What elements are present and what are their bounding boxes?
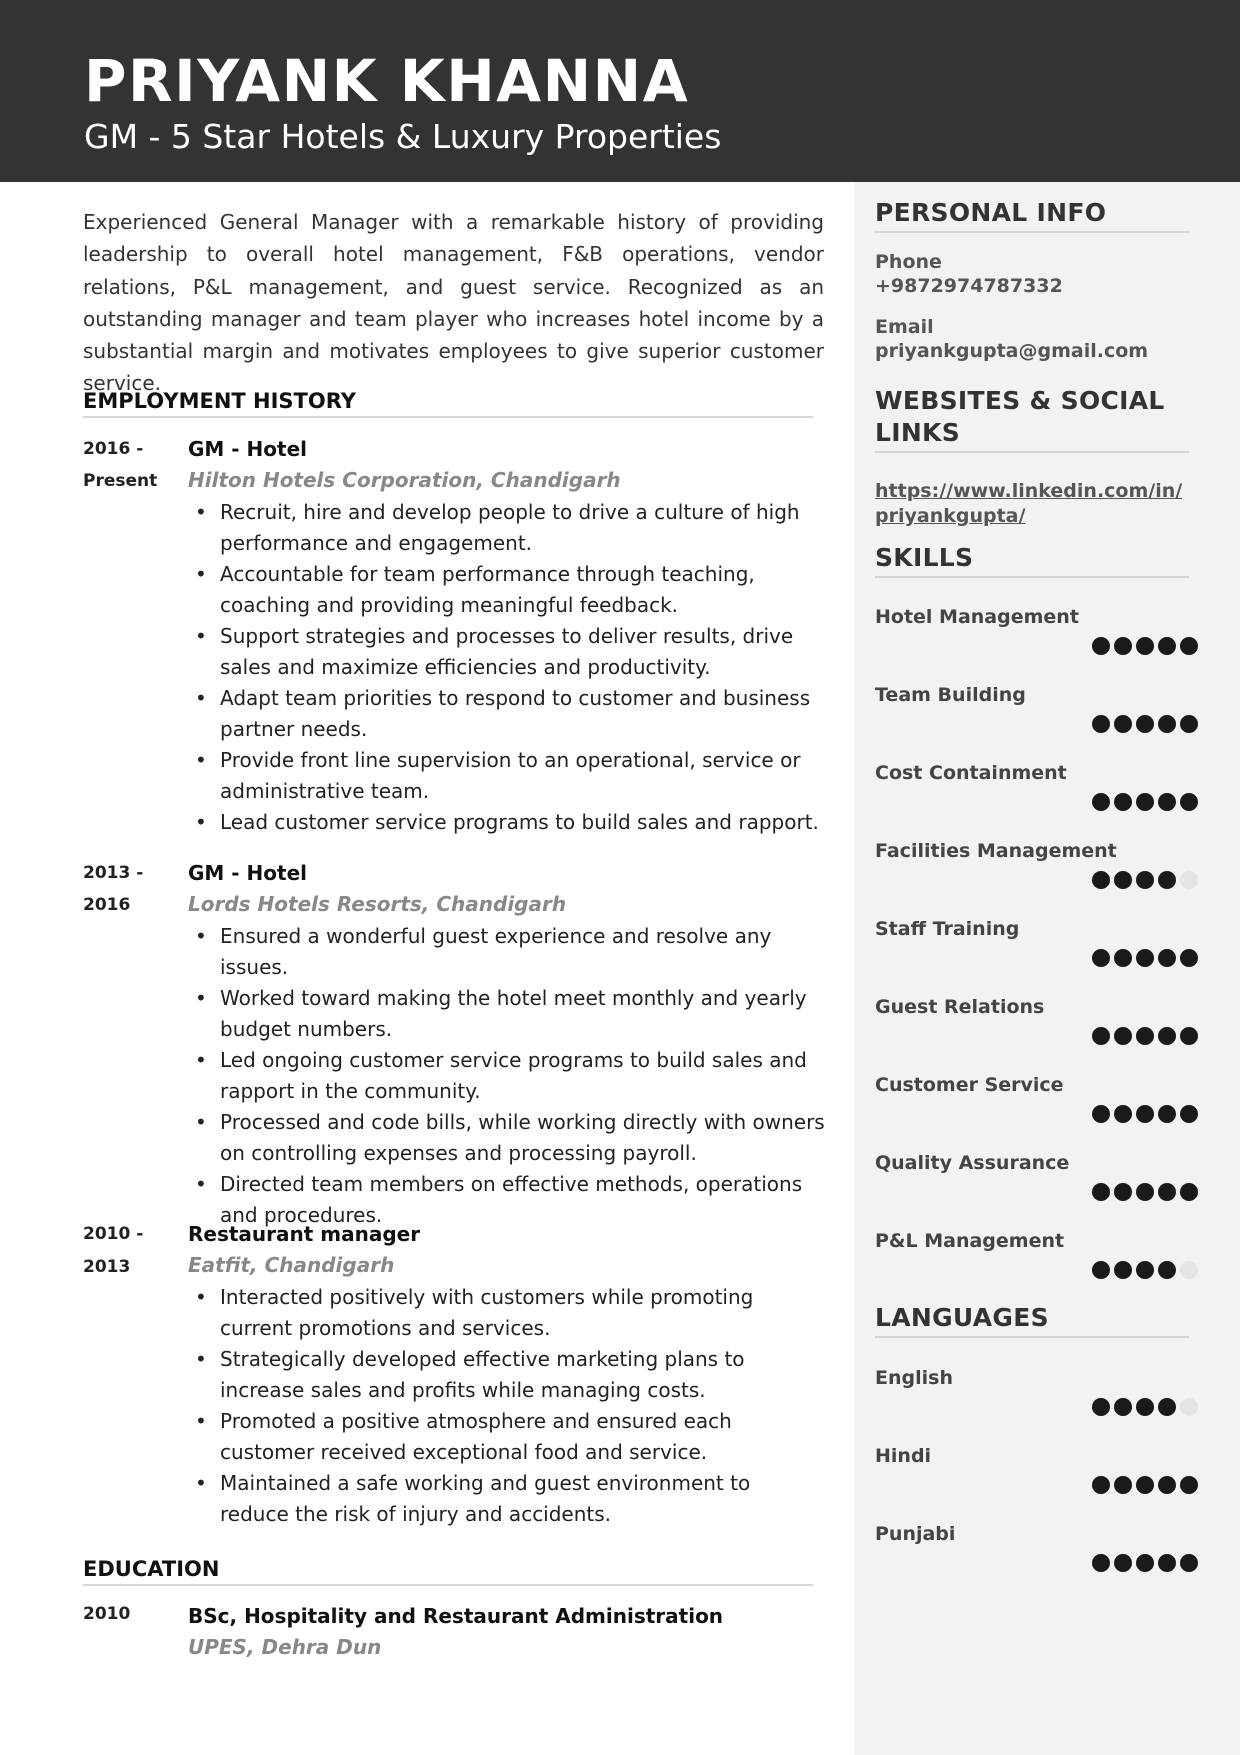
rating-dots [1092, 1554, 1198, 1572]
rating-row [875, 1229, 1200, 1299]
rating-dot-filled [1180, 1476, 1198, 1494]
job-duty-item: • Lead customer service programs to build sales and rapport. [220, 807, 825, 838]
job-duty-item: • Support strategies and processes to deliver results, drive sales and maximize efficiencies and productivity. [220, 621, 825, 683]
rating-row [875, 683, 1200, 753]
rating-dot-filled [1092, 1554, 1110, 1572]
job-duty-item: • Led ongoing customer service programs to build sales and rapport in the community. [220, 1045, 825, 1107]
job-duty-item: • Interacted positively with customers while promoting current promotions and services. [220, 1282, 825, 1344]
rating-row [875, 1073, 1200, 1143]
email-label: Email [875, 316, 934, 338]
rating-name: Hindi [875, 1445, 932, 1467]
job-date-start: 2016 - [83, 439, 144, 459]
rating-dot-filled [1136, 715, 1154, 733]
rating-dot-filled [1158, 1398, 1176, 1416]
rating-dot-filled [1180, 949, 1198, 967]
rating-name: Team Building [875, 684, 1026, 706]
job-duty-item: • Ensured a wonderful guest experience and resolve any issues. [220, 921, 825, 983]
rating-row [875, 1151, 1200, 1221]
rating-dots [1092, 1027, 1198, 1045]
profile-summary: Experienced General Manager with a remarkable history of providing leadership to overall hotel management, F&B operations, vendor relations, P&L management, and guest service. Recognized as an outstanding manager and team player who increases hotel income by a substantial margin and motivates employees to give superior customer service. [83, 210, 824, 396]
linkedin-link-line1: https://www.linkedin.com/in/ [875, 480, 1183, 502]
job-duty-item: • Directed team members on effective methods, operations and procedures. [220, 1169, 825, 1231]
personal-info-heading: PERSONAL INFO [875, 197, 1189, 233]
rating-dots [1092, 1183, 1198, 1201]
rating-name: Facilities Management [875, 840, 1117, 862]
rating-dot-empty [1180, 871, 1198, 889]
rating-row [875, 761, 1200, 831]
rating-row [875, 995, 1200, 1065]
rating-dot-filled [1114, 1105, 1132, 1123]
rating-dot-filled [1092, 1027, 1110, 1045]
job-duties-list [220, 497, 825, 838]
rating-dot-filled [1158, 1554, 1176, 1572]
rating-row [875, 605, 1200, 675]
rating-dot-filled [1158, 871, 1176, 889]
rating-dot-filled [1092, 1476, 1110, 1494]
rating-dots [1092, 637, 1198, 655]
rating-dot-filled [1092, 949, 1110, 967]
rating-dot-filled [1136, 1183, 1154, 1201]
rating-dot-filled [1092, 1105, 1110, 1123]
job-company: Hilton Hotels Corporation, Chandigarh [188, 468, 621, 492]
rating-dots [1092, 715, 1198, 733]
rating-dot-filled [1180, 637, 1198, 655]
rating-name: Hotel Management [875, 606, 1079, 628]
job-date-start: 2013 - [83, 863, 144, 883]
rating-dot-filled [1092, 637, 1110, 655]
rating-dot-filled [1114, 1476, 1132, 1494]
rating-dot-filled [1180, 715, 1198, 733]
rating-dot-filled [1114, 949, 1132, 967]
rating-dot-filled [1158, 715, 1176, 733]
languages-heading: LANGUAGES [875, 1302, 1189, 1338]
job-duties-list [220, 1282, 825, 1530]
rating-dot-filled [1180, 1554, 1198, 1572]
job-duty-item: • Provide front line supervision to an operational, service or administrative team. [220, 745, 825, 807]
rating-dot-filled [1158, 793, 1176, 811]
rating-dot-filled [1092, 793, 1110, 811]
rating-dots [1092, 949, 1198, 967]
rating-row [875, 839, 1200, 909]
job-company: Lords Hotels Resorts, Chandigarh [188, 892, 567, 916]
skills-heading: SKILLS [875, 542, 1189, 578]
rating-dots [1092, 793, 1198, 811]
rating-name: Staff Training [875, 918, 1020, 940]
rating-dot-filled [1136, 793, 1154, 811]
job-duty-item: • Promoted a positive atmosphere and ensured each customer received exceptional food and service. [220, 1406, 825, 1468]
rating-dot-filled [1114, 637, 1132, 655]
rating-dot-filled [1092, 715, 1110, 733]
job-duties-list [220, 921, 825, 1231]
rating-row [875, 917, 1200, 987]
rating-name: Punjabi [875, 1523, 956, 1545]
education-degree: BSc, Hospitality and Restaurant Administration [188, 1604, 724, 1628]
job-date-end: 2013 [83, 1257, 131, 1277]
job-duty-item: • Recruit, hire and develop people to drive a culture of high performance and engagement. [220, 497, 825, 559]
rating-dot-filled [1158, 1183, 1176, 1201]
rating-dot-filled [1092, 1261, 1110, 1279]
rating-name: P&L Management [875, 1230, 1065, 1252]
candidate-name: PRIYANK KHANNA [84, 47, 690, 115]
job-date-end: Present [83, 471, 158, 491]
phone-label: Phone [875, 251, 942, 273]
rating-dots [1092, 871, 1198, 889]
rating-dot-filled [1180, 1027, 1198, 1045]
rating-dot-filled [1136, 637, 1154, 655]
phone-value: +9872974787332 [875, 275, 1063, 297]
rating-dot-filled [1136, 871, 1154, 889]
rating-name: Customer Service [875, 1074, 1064, 1096]
rating-dots [1092, 1476, 1198, 1494]
rating-row [875, 1366, 1200, 1436]
rating-dot-filled [1158, 1476, 1176, 1494]
rating-dot-filled [1180, 1105, 1198, 1123]
rating-dot-filled [1114, 1027, 1132, 1045]
job-title: GM - Hotel [188, 861, 308, 885]
education-heading: EDUCATION [83, 1555, 813, 1586]
education-date: 2010 [83, 1604, 131, 1624]
job-title: GM - Hotel [188, 437, 308, 461]
rating-dot-filled [1114, 793, 1132, 811]
rating-dot-filled [1136, 1027, 1154, 1045]
job-duty-item: • Adapt team priorities to respond to customer and business partner needs. [220, 683, 825, 745]
rating-name: English [875, 1367, 953, 1389]
rating-dot-empty [1180, 1398, 1198, 1416]
job-title: Restaurant manager [188, 1222, 421, 1246]
rating-dot-filled [1114, 871, 1132, 889]
candidate-title: GM - 5 Star Hotels & Luxury Properties [84, 117, 722, 156]
employment-history-heading: EMPLOYMENT HISTORY [83, 387, 813, 418]
email-value: priyankgupta@gmail.com [875, 340, 1149, 362]
job-duty-item: • Processed and code bills, while working directly with owners on controlling expenses and processing payroll. [220, 1107, 825, 1169]
rating-dot-filled [1136, 949, 1154, 967]
rating-dot-filled [1158, 1027, 1176, 1045]
rating-dot-filled [1158, 1105, 1176, 1123]
rating-dot-filled [1092, 871, 1110, 889]
websites-heading: WEBSITES & SOCIAL LINKS [875, 385, 1189, 453]
rating-dot-filled [1092, 1398, 1110, 1416]
rating-name: Guest Relations [875, 996, 1045, 1018]
rating-name: Cost Containment [875, 762, 1067, 784]
rating-dot-filled [1136, 1476, 1154, 1494]
rating-dot-filled [1092, 1183, 1110, 1201]
job-duty-item: • Worked toward making the hotel meet monthly and yearly budget numbers. [220, 983, 825, 1045]
rating-dot-filled [1136, 1554, 1154, 1572]
rating-dot-filled [1114, 1554, 1132, 1572]
rating-dot-empty [1180, 1261, 1198, 1279]
rating-dot-filled [1114, 1183, 1132, 1201]
rating-dot-filled [1114, 1261, 1132, 1279]
rating-dot-filled [1158, 949, 1176, 967]
rating-dot-filled [1158, 1261, 1176, 1279]
rating-dot-filled [1114, 715, 1132, 733]
rating-dot-filled [1136, 1261, 1154, 1279]
job-date-start: 2010 - [83, 1224, 144, 1244]
rating-dot-filled [1114, 1398, 1132, 1416]
rating-dots [1092, 1105, 1198, 1123]
job-duty-item: • Maintained a safe working and guest environment to reduce the risk of injury and accidents. [220, 1468, 825, 1530]
education-school: UPES, Dehra Dun [188, 1635, 382, 1659]
header-banner [0, 0, 1240, 182]
rating-dots [1092, 1261, 1198, 1279]
rating-dot-filled [1136, 1398, 1154, 1416]
job-company: Eatfit, Chandigarh [188, 1253, 395, 1277]
rating-dot-filled [1180, 1183, 1198, 1201]
job-date-end: 2016 [83, 895, 131, 915]
linkedin-link-line2: priyankgupta/ [875, 505, 1026, 527]
rating-dot-filled [1158, 637, 1176, 655]
rating-dot-filled [1136, 1105, 1154, 1123]
rating-dots [1092, 1398, 1198, 1416]
rating-row [875, 1522, 1200, 1592]
job-duty-item: • Accountable for team performance through teaching, coaching and providing meaningful feedback. [220, 559, 825, 621]
rating-dot-filled [1180, 793, 1198, 811]
linkedin-link[interactable] [875, 479, 1185, 529]
rating-row [875, 1444, 1200, 1514]
job-duty-item: • Strategically developed effective marketing plans to increase sales and profits while managing costs. [220, 1344, 825, 1406]
rating-name: Quality Assurance [875, 1152, 1070, 1174]
